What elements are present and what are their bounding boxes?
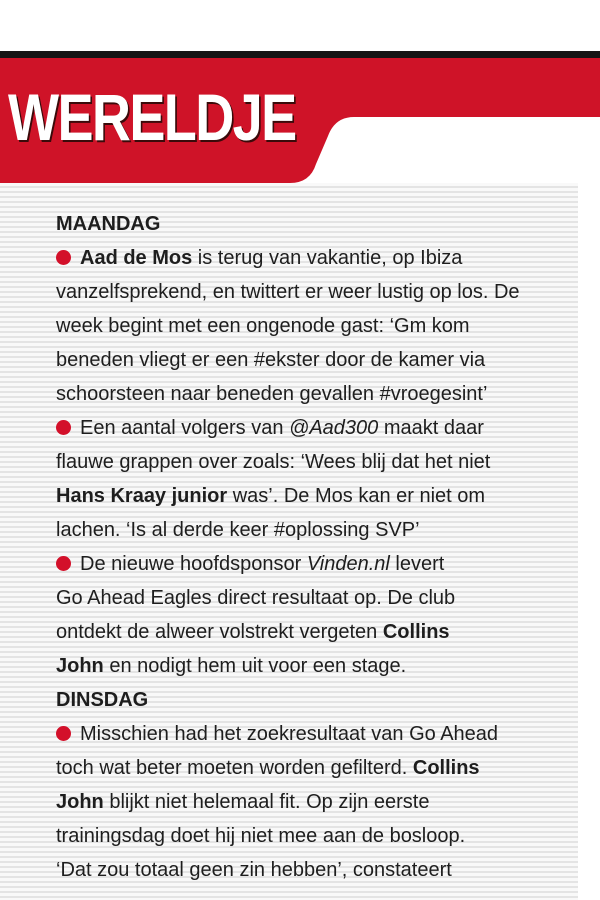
column-edge — [578, 183, 600, 900]
text-run: ‘Dat zou totaal geen zin hebben’, constateert — [56, 859, 452, 881]
bullet-icon — [56, 726, 71, 741]
text-run: trainingsdag doet hij niet mee aan de bosloop. — [56, 825, 466, 847]
text-run: beneden vliegt er een #ekster door de kamer via — [56, 349, 486, 371]
bold-name: Aad de Mos — [80, 247, 193, 269]
text-run: Misschien had het zoekresultaat van Go Ahead — [80, 723, 499, 745]
text-run: Een aantal volgers van — [80, 417, 290, 439]
text-run: maakt daar — [378, 417, 484, 439]
italic-text: @Aad300 — [289, 417, 379, 439]
article-line — [56, 853, 576, 887]
bullet-icon — [56, 250, 71, 265]
article-line — [56, 785, 576, 819]
article-line — [56, 649, 576, 683]
bold-name: Collins — [382, 621, 450, 643]
bold-name: Hans Kraay junior — [56, 485, 228, 507]
article-line — [56, 479, 576, 513]
text-run: is terug van vakantie, op Ibiza — [192, 247, 463, 269]
bold-name: Collins — [412, 757, 480, 779]
text-run: vanzelfsprekend, en twittert er weer lustig op los. De — [56, 281, 520, 303]
day-heading-text: DINSDAG — [56, 689, 149, 711]
article-line — [56, 343, 576, 377]
text-run: levert — [389, 553, 445, 575]
article-line — [56, 547, 576, 581]
day-heading — [56, 207, 576, 241]
article-line — [56, 411, 576, 445]
article-line — [56, 615, 576, 649]
article-line — [56, 819, 576, 853]
article-line — [56, 377, 576, 411]
day-heading — [56, 683, 576, 717]
text-run: De nieuwe hoofdsponsor — [80, 553, 307, 575]
top-rule — [0, 51, 600, 58]
text-run: ontdekt de alweer volstrekt vergeten — [56, 621, 383, 643]
bold-name: John — [56, 791, 104, 813]
text-run: Go Ahead Eagles direct resultaat op. De club — [56, 587, 456, 609]
article-line — [56, 581, 576, 615]
article-line — [56, 275, 576, 309]
text-run: toch wat beter moeten worden gefilterd. — [56, 757, 413, 779]
article-line — [56, 309, 576, 343]
page-title: WERELDJE — [8, 80, 296, 154]
bullet-icon — [56, 556, 71, 571]
text-run: flauwe grappen over zoals: ‘Wees blij dat het niet — [56, 451, 491, 473]
italic-text: Vinden.nl — [306, 553, 390, 575]
day-heading-text: MAANDAG — [56, 213, 161, 235]
article-line — [56, 241, 576, 275]
bold-name: John — [56, 655, 104, 677]
text-run: was’. De Mos kan er niet om — [227, 485, 486, 507]
article-line — [56, 751, 576, 785]
text-run: blijkt niet helemaal fit. Op zijn eerste — [103, 791, 430, 813]
text-run: en nodigt hem uit voor een stage. — [103, 655, 407, 677]
text-run: lachen. ‘Is al derde keer #oplossing SVP’ — [56, 519, 420, 541]
article-line — [56, 513, 576, 547]
article-text — [56, 207, 576, 887]
bullet-icon — [56, 420, 71, 435]
article-line — [56, 717, 576, 751]
article-line — [56, 445, 576, 479]
text-run: week begint met een ongenode gast: ‘Gm kom — [56, 315, 470, 337]
text-run: schoorsteen naar beneden gevallen #vroegesint’ — [56, 383, 488, 405]
